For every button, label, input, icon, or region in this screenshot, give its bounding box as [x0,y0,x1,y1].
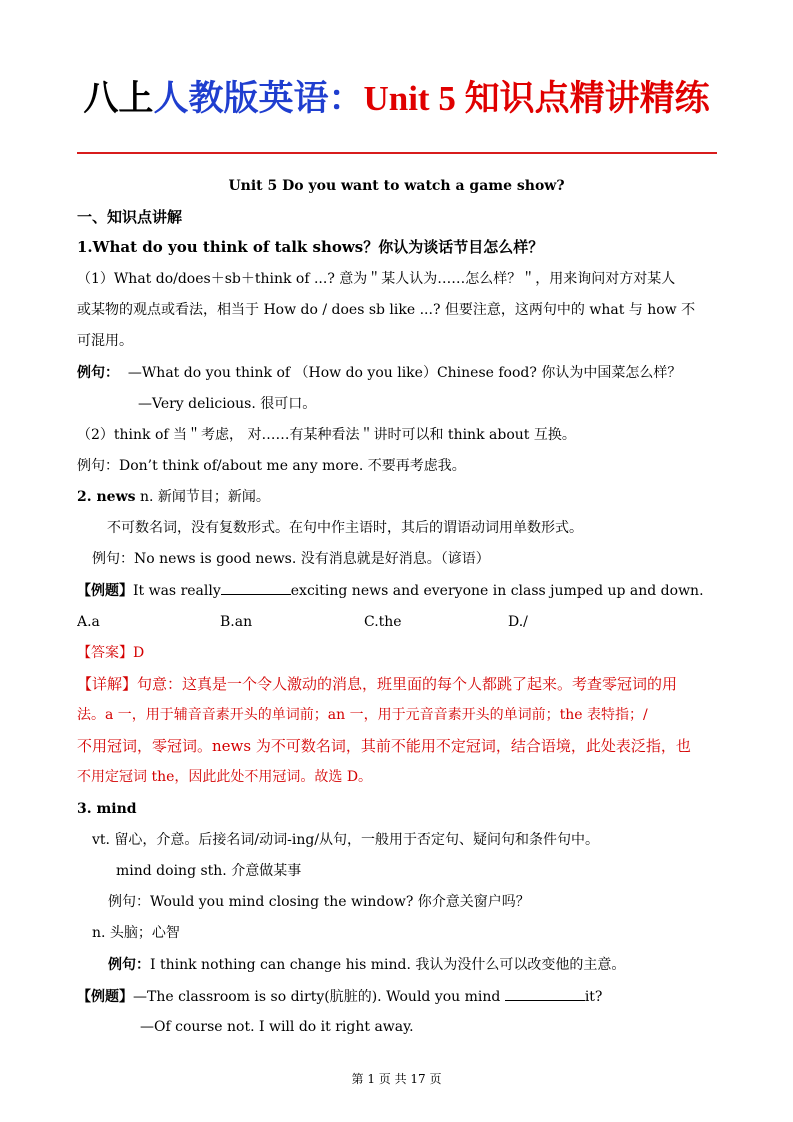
question-text-before: —The classroom is so dirty(肮脏的). Would you mind [133,989,505,1005]
unit-heading: Unit 5 Do you want to watch a game show? [228,178,565,194]
question-text-after: exciting news and everyone in class jumped up and down. [290,583,704,599]
example-text: I think nothing can change his mind. 我认为没什么可以改变他的主意。 [150,957,626,973]
example-label: 例句： [108,957,150,973]
point1-example1 [77,363,722,383]
point1-line4: （2）think of 当＂考虑， 对……有某种看法＂讲时可以和 think about 互换。 [77,427,576,443]
point3-line1: vt. 留心，介意。后接名词/动词-ing/从句，一般用于否定句、疑问句和条件句中。 [92,832,600,848]
page-footer: 第 1 页 共 17 页 [351,1072,442,1086]
point1-example3: 例句：Don’t think of/about me any more. 不要再考虑我。 [77,458,466,474]
point2-heading-word: 2. news [77,489,136,505]
point2-heading-def: n. 新闻节目；新闻。 [135,489,270,505]
point3-example1: 例句：Would you mind closing the window? 你介意关窗户吗？ [108,894,530,910]
example-text: —What do you think of （How do you like）Chinese food? 你认为中国菜怎么样？ [127,365,682,381]
point3-heading: 3. mind [77,801,137,817]
point1-line3: 可混用。 [77,333,133,349]
point3-question [77,986,722,1007]
point2-line1: 不可数名词，没有复数形式。在句中作主语时，其后的谓语动词用单数形式。 [107,520,583,536]
point3-reply: —Of course not. I will do it right away. [140,1019,414,1035]
question-text-before: It was really [133,583,221,599]
point1-example2: —Very delicious. 很可口。 [138,396,317,412]
title-part-unit: Unit 5 知识点精讲精练 [363,79,710,118]
title-part-grade: 八上 [83,79,154,119]
document-title [0,78,793,120]
answer-blank [221,580,291,595]
answer-blank [505,986,585,1001]
point2-detail1: 【详解】句意：这真是一个令人激动的消息，班里面的每个人都跳了起来。考查零冠词的用 [77,675,678,693]
point2-question [77,580,722,601]
point3-example2 [108,955,753,975]
point1-heading: 1.What do you think of talk shows？你认为谈话节目怎么样？ [77,238,544,256]
point2-detail3: 不用冠词，零冠词。news 为不可数名词，其前不能用不定冠词，结合语境，此处表泛指，也 [77,737,691,755]
point2-detail2: 法。a 一，用于辅音音素开头的单词前；an 一，用于元音音素开头的单词前；the 表特指；/ [77,707,648,723]
question-label: 【例题】 [77,989,133,1005]
title-part-edition: 人教版英语： [153,79,364,119]
point1-line1: （1）What do/does＋sb＋think of ...? 意为＂某人认为……怎么样？＂，用来询问对方对某人 [77,271,676,287]
point2-options [77,612,722,632]
question-text-after: it? [584,989,603,1005]
option-c: C.the [364,614,402,630]
point3-line3: n. 头脑；心智 [92,925,180,941]
point1-line2: 或某物的观点或看法，相当于 How do / does sb like ...? 但要注意，这两句中的 what 与 how 不 [77,302,696,318]
option-a: A.a [77,614,100,630]
section-heading: 一、知识点讲解 [77,208,183,226]
option-d: D./ [508,614,528,630]
point2-example: 例句：No news is good news. 没有消息就是好消息。（谚语） [92,551,490,567]
point2-answer: 【答案】D [77,645,145,661]
option-b: B.an [220,614,253,630]
point3-line2: mind doing sth. 介意做某事 [116,863,302,879]
example-label: 例句： [77,365,119,381]
point2-heading [77,487,722,507]
title-divider [77,152,717,154]
point2-detail4: 不用定冠词 the，因此此处不用冠词。故选 D。 [77,769,373,785]
question-label: 【例题】 [77,583,133,599]
